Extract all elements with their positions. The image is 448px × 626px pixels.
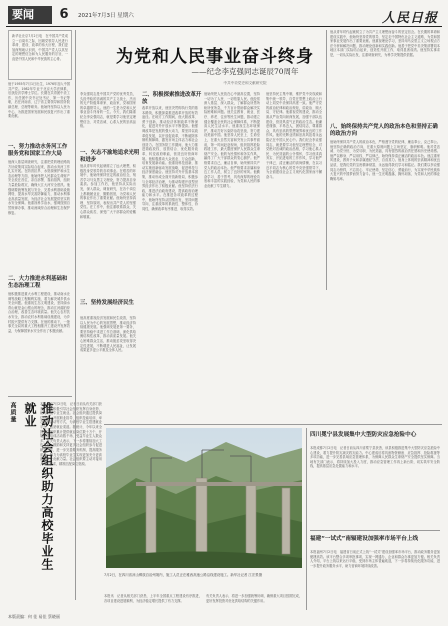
bottom-text-col2: 有关负责人表示，将进一步加强统筹协调，确保重大项目按期完成，更好发挥投资对优化供给结构的关键作用。 — [206, 594, 302, 603]
column-divider-lower — [306, 428, 307, 610]
article-text-col1a: 李克强同志是中国共产党的优秀党员，久经考验的忠诚的共产主义战士，杰出的无产阶级革命家、政治家，党和国家的卓越领导人。他的一生是为党和人民事业奋斗终身的一生。今天，我们隆重纪念李克强同志，就是要学习他坚定理想信念、对党忠诚、心系人民的崇高品格。 — [80, 92, 136, 129]
right-column-text-1: 他从青年时代起就树立了为共产主义理想而奋斗的坚定信念。在长期的革命和建设实践中，他始终坚持党的领导，坚定走中国特色社会主义道路，为党和国家事业发展作出了重要贡献。他重视理论学习，坚持用马克思主义立场观点方法分析和解决问题，推动理论创新和实践创新。他善于把党中央决策部署同本地区本部门实际结合起来，创造性开展工作，取得显著成绩。他坚持实事求是，一切从实际出发，注重调查研究，为科学决策提供依据。 — [330, 30, 440, 57]
news-item-title-1: 四川冕宁县发展集中大型防灾应急抢险中心 — [310, 432, 417, 438]
article-section-heading-2: 二、积极探索推进改革开放 — [142, 92, 202, 105]
article-text-col1b: 他从青年时代起就树立了远大理想，积极投身党领导的各项事业。在艰苦的环境中，他始终保持坚定的政治信念，刻苦学习马克思主义理论，努力提高自身素质。参加工作后，他坚持从实际出发，深入群众，调查研究，在各个岗位上都兢兢业业、勤勤恳恳，为党和人民的事业作出了重要贡献。他始终坚持真理、坚持原则，表现出共产党人的坚强党性。在工作中，他注重联系群众，关心群众疾苦，深受广大干部群众的爱戴和敬重。 — [80, 164, 136, 219]
page-number: 6 — [59, 7, 69, 22]
article-byline: 中共中央党史和文献研究院 — [223, 81, 267, 85]
left-section-heading-1: 一、努力推动水务河工作 服务党和国家工作大局 — [8, 144, 68, 157]
news-item-text-2: 本报福州7月2日电 福建省日前正式上线“一试式”建设加强率市场平台，推动政务服务更加便捷高效。该平台整合多项审批事项，实现一网通办，企业和群众办事更加方便。相关负责人介绍，平台上线以来运行平稳，受到市场主体普遍欢迎，下一步将持续优化服务功能，进一步提升政务服务水平，助力营商环境持续改善。 — [310, 550, 440, 568]
page-footer: 本版责编：何 佳 易佳 蔡晓丽 — [8, 614, 60, 619]
left-column-text-3: 他积极推进重大水利工程建设，推动南水北调等战略工程顺利实施，着力解决城乡供水安全问题。他重视生态文明建设，坚持绿水青山就是金山银山的理念，推动江河湖泊综合治理，改善生态环境质量。他关心农村饮水安全，推动农村水利基础设施建设，为乡村振兴提供有力支撑。在他的推动下，一批事关全局的重大工程相继开工建设并发挥效益，为保障国家水安全作出了积极贡献。 — [8, 292, 70, 333]
news-divider — [310, 530, 440, 531]
masthead — [6, 4, 442, 27]
article-section-heading-1: 一、矢志不渝地追求光明和进步 — [80, 150, 140, 163]
right-column-text-2: 他始终保持共产党人的政治本色，严格遵守党的纪律，廉洁奉公，克己奉公。他坚持正确的政治方向，在重大原则问题上立场坚定、旗帜鲜明。他对党忠诚、为党分忧、为党尽职、为民造福，具有强烈的政治责任感和历史使命感。他严以修身、严以用权、严以律己，始终保持清正廉洁的政治本色。他注重家风建设，教育子女和亲属遵纪守法、自食其力。他身上体现的崇高精神和优良品质，是我们党的宝贵精神财富，永远值得我们学习和铭记。我们要以李克强同志为榜样，不忘初心、牢记使命，坚定信心、勇毅前行，为实现中华民族伟大复兴的中国梦而努力奋斗。他一生光明磊落，胸怀坦荡，为党和人民的事业鞠躬尽瘁。 — [330, 140, 440, 181]
left-divider — [8, 396, 72, 397]
article-text-col4: 他坚持民主集中制，维护党中央权威和集中统一领导，自觉在思想上政治上行动上同党中央保持高度一致。他严守党的政治纪律和政治规矩，讲政治、顾大局、守纪律。他重视党的建设，推动全面从严治党向纵深发展，加强干部队伍建设，营造风清气正的政治生态。他谦虚谨慎、平易近人，团结同志，尊重群众，具有崇高的思想境界和优良的工作作风。他的光辉业绩和崇高风范将永远铭记在中国人民心中。我们纪念李克强同志，就是要学习他坚定理想信念、对党绝对忠诚的政治品格，学习他心系人民、为民造福的公仆情怀，学习他求真务实、开拓进取的工作作风，学习他严于律己、清正廉洁的高尚情操，在以习近平同志为核心的党中央坚强领导下，为全面建设社会主义现代化国家而不懈奋斗。 — [266, 92, 322, 179]
right-section-heading: 八、始终保持共产党人的政治本色和坚持正确的政治方向 — [330, 124, 438, 137]
editor-note-box — [8, 30, 72, 80]
newspaper-logo: 人民日报 — [381, 11, 438, 26]
news-item-text-1: 本报成都7月2日电 记者日前从四川省冕宁县获悉，该县积极推进集中大型防灾应急抢险中心建设，着力提升防灾减灾救灾能力。中心建成后将具备物资储备、应急指挥、抢险救援等多项功能，进一步完善县域应急管理体系，为保障人民群众生命财产安全提供坚实保障。当地有关部门表示，将持续加大投入力度，推动应急管理工作再上新台阶，切实筑牢安全防线，提高基层应急处置能力和水平。 — [310, 446, 440, 469]
article-subheadline: ——纪念李克强同志诞辰70周年 — [191, 67, 299, 76]
article-text-col1c: 他高度重视经济发展和民生改善，坚持以人民为中心的发展思想，推动经济持续健康发展。他强调发展是第一要务，要坚持稳中求进工作总基调，深化供给侧结构性改革，推动高质量发展。他关心困难群众生活，推动脱贫攻坚取得决定性进展，不断增进人民福祉，让发展成果更多更公平惠及全体人民。 — [80, 316, 136, 353]
photo-caption: 7月2日，在四川省凉山彝族自治州境内，施工人员正在雅西高速公路沿线建设施工。新华社记者 江宏景摄 — [104, 573, 262, 577]
article-section-heading-3: 三、坚持发展经济民生 — [80, 300, 134, 306]
editor-note-text: 新华社北京7月2日电 在中国共产党成立一百周年之际，回顾党领导人民进行革命、建设、改革的伟大历程，我们更加深刻地认识到，中国共产党人以其坚定的理想信念和为人民服务的宗旨，一直是中国人民和中华民族的主心骨。 — [12, 34, 68, 61]
article-headline: 为党和人民事业奋斗终身 — [116, 47, 314, 67]
news-item-title-2: 福建“一试式”南辐建设加强率市场平台上线 — [310, 536, 419, 542]
feature-text: 本报北京7月2日电 记者日前从有关部门获悉，各地积极引导社会组织发挥自身优势，助力高校毕业生就业。社会组织通过提供岗位信息、开展职业指导、组织技能培训、举办招聘活动等方式，为高校毕业生搭建就业平台，拓宽就业渠道。据统计，今年以来全国社会组织累计提供就业岗位数十万个，开展各类培训活动数千场，受益毕业生人数众多。有关负责人表示，下一步将继续加大工作力度，鼓励和支持更多社会组织参与促进就业工作，进一步完善服务机制，提高服务质量，努力为高校毕业生实现更加充分更高质量就业贡献力量。社会组织要主动对接用人单位需求，精准匹配岗位资源。 — [40, 402, 102, 466]
feature-title: 推动社会组织助力高校毕业生就业 — [23, 402, 54, 571]
bridge-construction-image — [106, 428, 302, 568]
feature-kicker: 高质量 — [9, 402, 16, 423]
news-photo — [106, 428, 302, 568]
bottom-text-col1: 本报讯 记者从相关部门获悉，上半年全国重点工程建设有序推进，各项目建设进展顺利，为经济稳定增长提供了有力支撑。 — [104, 594, 202, 603]
section-label: 要闻 — [8, 6, 52, 24]
article-text-col3: 他始终把人民放在心中最高位置，坚持一切为了人民、一切依靠人民。他经常深入基层、深入群众，了解群众所思所盼所忧所急，千方百计帮助群众解决实际困难和问题。他关注教育、就业、医疗、养老、住房等民生问题，推动建立健全覆盖全民的社会保障体系，不断提高人民生活水平。他重视生态环境保护，推动打好污染防治攻坚战，努力建设美丽中国。他坚持人民至上、生命至上，在重大自然灾害和突发公共事件面前，第一时间赶赴现场，组织指挥抢险救援工作，最大限度保护人民群众生命财产安全。他的为民情怀和务实作风，赢得了广大干部群众的衷心拥护。他严格要求自己，廉洁自律，始终保持共产党人的政治本色。他严格要求亲属和身边工作人员，树立了良好的家风。他勤奋学习、善于思考，具有深厚的理论功底和丰富的实践经验，为党和人民的事业贡献了毕生精力。 — [204, 92, 260, 188]
left-column-text-1: 他于1955年7月1日出生，1976年加入中国共产党。1982年毕业于北京大学法律系，后获经济学博士学位。长期在共青团中央工作，历任团中央书记处书记、第一书记等职，后任河南省、辽宁省主要领导和国务院副总理、总理等职务。他始终坚持以人民为中心，为推进国家发展和民族复兴作出了重要贡献。 — [8, 82, 70, 119]
lower-divider — [104, 424, 442, 425]
column-divider-left — [75, 30, 76, 600]
article-text-col2: 改革开放以来，他坚决贯彻执行党的基本路线，积极探索推进改革开放的有效途径。在地方工作期间，他大胆改革、勇于创新，推动经济体制改革不断深化，促进对外开放水平不断提高。他强调改革是发展的强大动力，要坚持以改革促发展，以开放促改革，不断破除体制机制障碍，激发市场主体活力和社会创造力。在国务院工作期间，他大力推进简政放权、放管结合、优化服务改革，转变政府职能，营造良好营商环境。他积极推动大众创业、万众创新，培育发展新动能。他重视科技创新，推动实施创新驱动发展战略，促进科技与经济深度融合。他坚持对外开放基本国策，推动形成全面开放新格局，积极参与全球经济治理，为推动构建开放型世界经济作出了积极贡献。他坚持依法行政，推进法治政府建设，提高政府治理能力和水平。在推进各项改革的过程中，他始终坚持从国情出发，坚持问题导向，注重改革的系统性、整体性、协同性，确保改革有序推进、取得实效。 — [142, 106, 198, 212]
column-divider-right — [326, 30, 327, 290]
left-column-text-2: 他深入基层调查研究，注重把党的理论路线方针政策同实际结合起来，推动水务河工作扎实开展。在防汛抗旱、水资源保护和水生态治理等方面，他始终把人民群众生命财产安全放在首位，亲自部署、靠前指挥，组织力量抢险救灾，确保大江大河安全度汛。他强调要统筹发展与安全，完善水利基础设施网络，提高水旱灾害防御能力，推动水利事业高质量发展，为经济社会发展提供坚实的水安全保障。他重视科学治水，强调按照自然规律办事，推动流域综合治理和生态保护修复。 — [8, 160, 70, 215]
date-line: 2021年7月3日 星期六 — [78, 13, 134, 19]
left-section-heading-2: 二、大力推进水利基础和生态治理工程 — [8, 276, 68, 289]
